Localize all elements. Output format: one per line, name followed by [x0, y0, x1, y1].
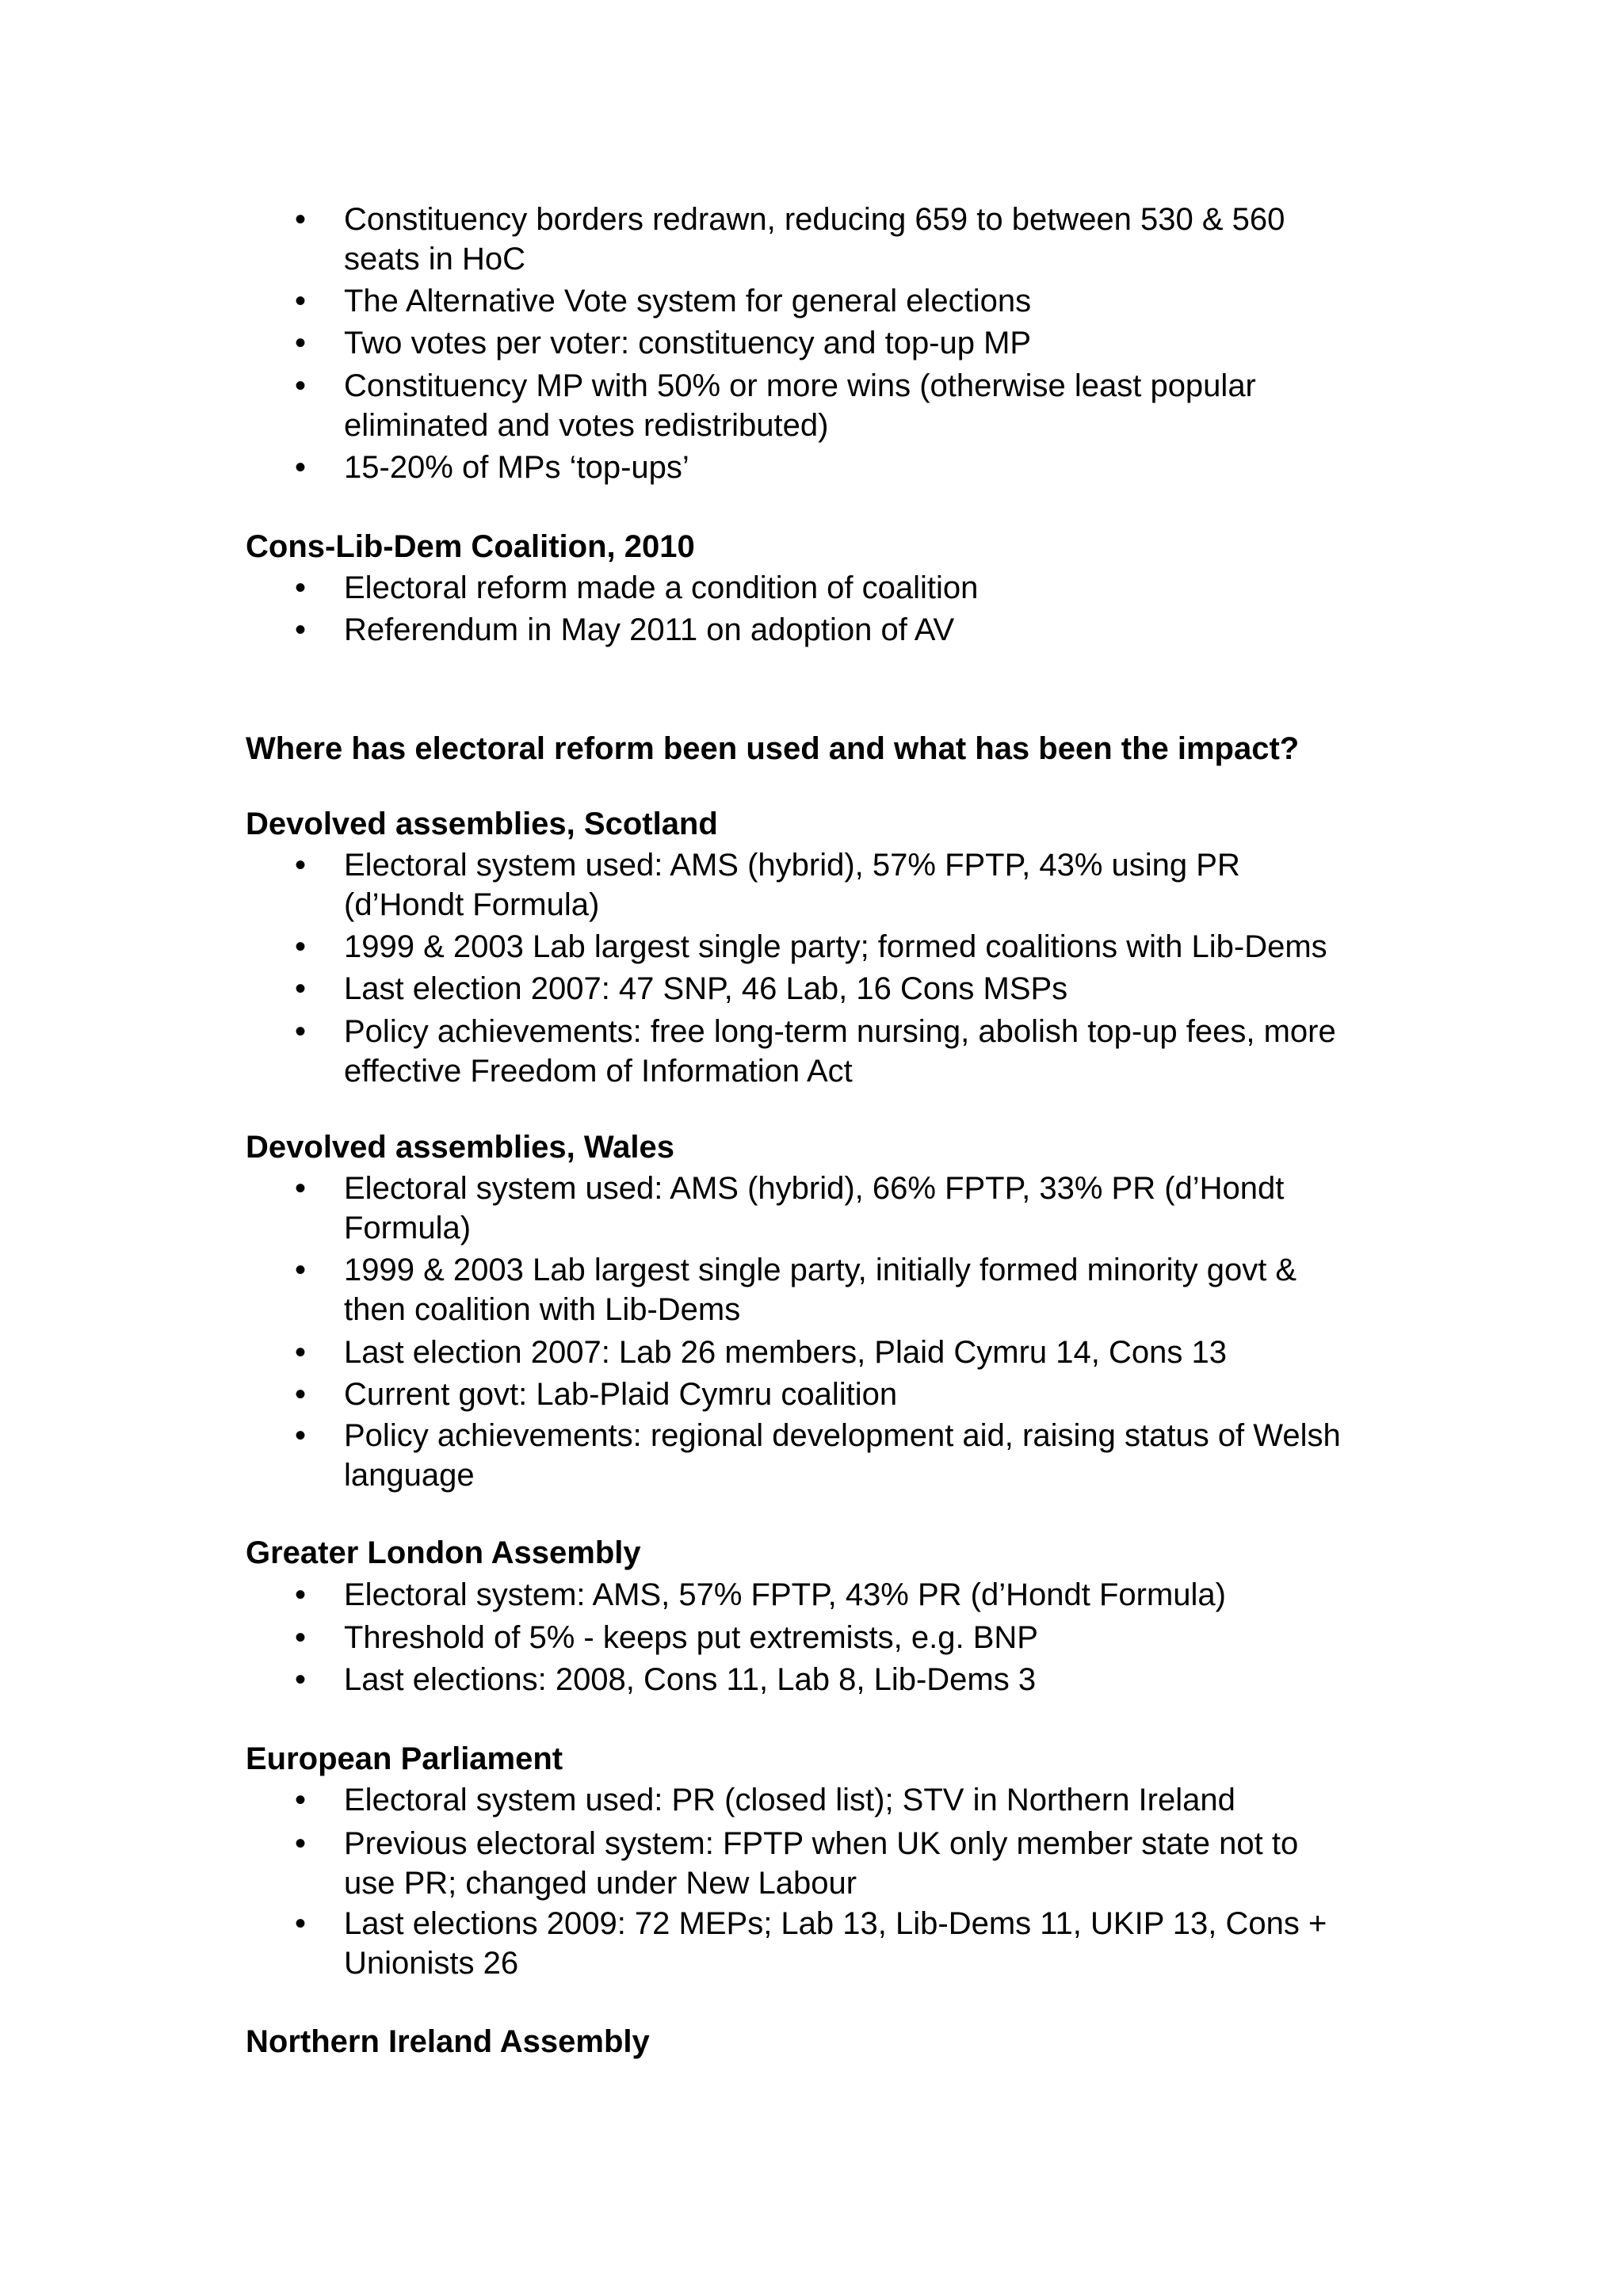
bullet: • — [295, 612, 307, 647]
list-item-text: Threshold of 5% - keeps put extremists, e.g. BNP — [344, 1620, 1038, 1655]
list-item-text: 15-20% of MPs ‘top-ups’ — [344, 450, 689, 485]
bullet: • — [295, 1014, 307, 1049]
list-item-text: Electoral system used: AMS (hybrid), 66% FPTP, 33% PR (d’Hondt — [344, 1171, 1285, 1206]
list-item-text: then coalition with Lib-Dems — [344, 1292, 741, 1327]
list-item-text: effective Freedom of Information Act — [344, 1054, 853, 1089]
bullet: • — [295, 570, 307, 605]
list-item-text: use PR; changed under New Labour — [344, 1866, 857, 1901]
list-item-text: The Alternative Vote system for general elections — [344, 284, 1032, 318]
bullet: • — [295, 1662, 307, 1697]
list-item-text: Policy achievements: regional development aid, raising status of Welsh — [344, 1418, 1341, 1453]
list-item-text: Policy achievements: free long-term nursing, abolish top-up fees, more — [344, 1014, 1336, 1049]
list-item-text: Two votes per voter: constituency and top-up MP — [344, 326, 1032, 360]
bullet: • — [295, 1253, 307, 1287]
list-item-text: Electoral system used: PR (closed list); STV in Northern Ireland — [344, 1783, 1235, 1817]
coalition-heading: Cons-Lib-Dem Coalition, 2010 — [246, 529, 695, 564]
scotland-heading: Devolved assemblies, Scotland — [246, 807, 718, 841]
wales-heading: Devolved assemblies, Wales — [246, 1130, 675, 1165]
bullet: • — [295, 1783, 307, 1817]
bullet: • — [295, 1826, 307, 1861]
bullet: • — [295, 1620, 307, 1655]
bullet: • — [295, 326, 307, 360]
list-item-text: eliminated and votes redistributed) — [344, 408, 829, 443]
europe-heading: European Parliament — [246, 1741, 563, 1776]
list-item-text: Last election 2007: 47 SNP, 46 Lab, 16 Cons MSPs — [344, 971, 1068, 1006]
list-item-text: seats in HoC — [344, 242, 525, 277]
list-item-text: Electoral system: AMS, 57% FPTP, 43% PR (d’Hondt Formula) — [344, 1577, 1226, 1612]
list-item-text: Constituency borders redrawn, reducing 659 to between 530 & 560 — [344, 202, 1285, 237]
list-item-text: 1999 & 2003 Lab largest single party; formed coalitions with Lib-Dems — [344, 929, 1327, 964]
bullet: • — [295, 848, 307, 883]
list-item-text: (d’Hondt Formula) — [344, 887, 600, 922]
bullet: • — [295, 929, 307, 964]
list-item-text: Last election 2007: Lab 26 members, Plaid Cymru 14, Cons 13 — [344, 1335, 1227, 1370]
northern-ireland-heading: Northern Ireland Assembly — [246, 2024, 650, 2059]
london-heading: Greater London Assembly — [246, 1535, 641, 1570]
bullet: • — [295, 202, 307, 237]
list-item-text: Previous electoral system: FPTP when UK only member state not to — [344, 1826, 1299, 1861]
list-item-text: Referendum in May 2011 on adoption of AV — [344, 612, 955, 647]
question-heading: Where has electoral reform been used and what has been the impact? — [246, 731, 1300, 766]
list-item-text: language — [344, 1458, 475, 1493]
list-item-text: Last elections 2009: 72 MEPs; Lab 13, Lib-Dems 11, UKIP 13, Cons + — [344, 1906, 1327, 1941]
list-item-text: Formula) — [344, 1211, 472, 1245]
list-item-text: Electoral reform made a condition of coalition — [344, 570, 979, 605]
bullet: • — [295, 368, 307, 403]
bullet: • — [295, 1906, 307, 1941]
list-item-text: 1999 & 2003 Lab largest single party, initially formed minority govt & — [344, 1253, 1297, 1287]
bullet: • — [295, 450, 307, 485]
list-item-text: Last elections: 2008, Cons 11, Lab 8, Lib-Dems 3 — [344, 1662, 1037, 1697]
bullet: • — [295, 1335, 307, 1370]
bullet: • — [295, 1577, 307, 1612]
list-item-text: Electoral system used: AMS (hybrid), 57% FPTP, 43% using PR — [344, 848, 1240, 883]
list-item-text: Current govt: Lab-Plaid Cymru coalition — [344, 1377, 898, 1412]
bullet: • — [295, 284, 307, 318]
list-item-text: Unionists 26 — [344, 1946, 519, 1981]
bullet: • — [295, 1377, 307, 1412]
bullet: • — [295, 1418, 307, 1453]
bullet: • — [295, 1171, 307, 1206]
list-item-text: Constituency MP with 50% or more wins (otherwise least popular — [344, 368, 1256, 403]
bullet: • — [295, 971, 307, 1006]
